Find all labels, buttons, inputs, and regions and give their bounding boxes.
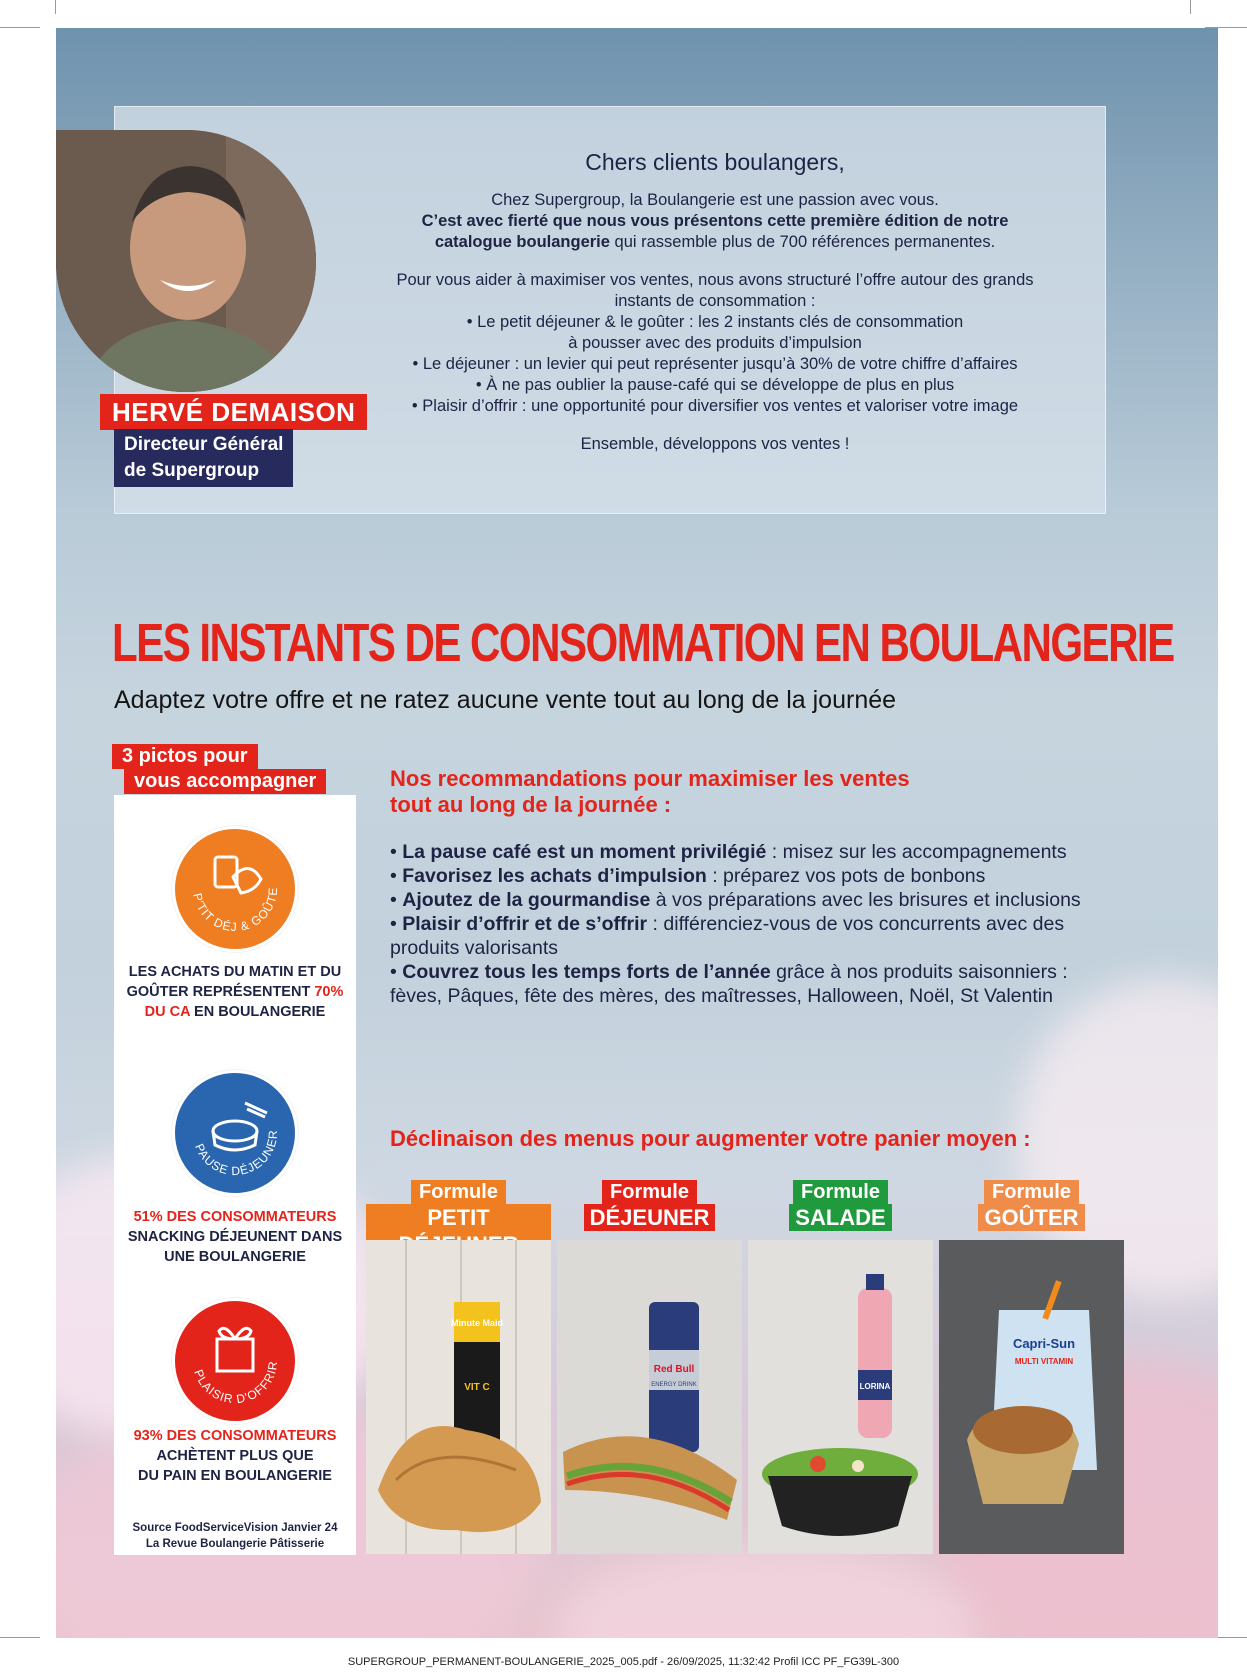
letter-bold-line: C’est avec fierté que nous vous présentons cette première édition de notre [421,212,1009,230]
reco-heading-line: tout au long de la journée : [390,792,672,817]
gouter-product-image [939,1240,1124,1554]
bullet-text: : misez sur les accompagnements [766,841,1067,863]
crop-mark [0,1637,40,1638]
pictos-badge-line2: vous accompagner [124,769,326,794]
letter-salutation: Chers clients boulangers, [585,149,845,175]
bullet-item: • Favorisez les achats d’impulsion : préparez vos pots de bonbons [390,865,986,887]
letter-line: • À ne pas oublier la pause-café qui se développe de plus en plus [475,376,955,394]
formula-name: GOÛTER [978,1204,1084,1231]
stat-highlight: DU CA [144,1004,191,1020]
svg-text:P'TIT DÉJ & GOÛTER [175,829,280,934]
brand-label: Minute Maid [451,1318,503,1328]
crop-mark [1190,0,1191,14]
salade-product-image [748,1240,933,1554]
formula-name: DÉJEUNER [584,1204,716,1231]
brand-label: Capri-Sun [1012,1336,1076,1351]
letter-line: instants de consommation : [614,292,816,310]
pictos-badge-line1: 3 pictos pour [112,744,258,769]
letter-line: Chez Supergroup, la Boulangerie est une passion avec vous. [491,191,939,209]
person-role [114,429,293,487]
letter-line: • Le petit déjeuner & le goûter : les 2 instants clés de consommation [466,313,964,331]
role-line: Directeur Général [124,434,284,455]
letter-line: à pousser avec des produits d’impulsion [568,334,862,352]
role-line: de Supergroup [124,460,260,481]
bullet-bold: Couvrez tous les temps forts de l’année [402,961,771,983]
bullet-text: : préparez vos pots de bonbons [706,865,986,887]
picto-stat [114,1426,356,1486]
pause-dejeuner-picto [172,1070,298,1196]
stat-text: EN BOULANGERIE [190,1004,326,1020]
formula-word: Formule [602,1180,697,1204]
crop-mark [0,27,40,28]
bullet-bold: Plaisir d’offrir et de s’offrir [402,913,648,935]
bullet-item: • Plaisir d’offrir et de s’offrir : différenciez-vous de vos concurrents avec des produits valorisants [390,913,1065,959]
bullet-text: : différenciez-vous de vos concurrents avec des produits valorisants [390,913,1065,959]
stat-text: GOÛTER REPRÉSENTENT [126,984,315,1000]
source-note [114,1520,356,1552]
letter-line [330,232,1100,253]
letter-text [330,148,1100,455]
stat-line: SNACKING DÉJEUNENT DANS [127,1229,343,1245]
portrait-photo [56,130,316,392]
reco-heading [390,766,910,818]
formula-word: Formule [793,1180,888,1204]
crop-mark [55,0,56,14]
bullet-bold: La pause café est un moment privilégié [402,841,767,863]
section-title: LES INSTANTS DE CONSOMMATION EN BOULANGERIE [112,613,1174,673]
formula-name: PETIT [366,1204,551,1258]
brand-label: LORINA [859,1382,891,1391]
letter-closing: Ensemble, développons vos ventes ! [580,435,850,453]
picto-label: PAUSE DÉJEUNER [192,1129,281,1179]
picto-label: PLAISIR D'OFFRIR [191,1359,281,1407]
brand-sub-label: MULTI VITAMIN [1014,1357,1074,1366]
bullet-item: • La pause café est un moment privilégié : misez sur les accompagnements [390,841,1067,863]
letter-line: • Le déjeuner : un levier qui peut représenter jusqu’à 30% de votre chiffre d’affaires [412,355,1018,373]
formula-word: Formule [411,1180,506,1204]
print-footer: SUPERGROUP_PERMANENT-BOULANGERIE_2025_005.pdf - 26/09/2025, 11:32:42 Profil ICC PF_FG39L-300 [347,1656,900,1668]
menus-heading: Déclinaison des menus pour augmenter votre panier moyen : [390,1126,1031,1151]
stat-line [114,982,356,1002]
bullet-bold: Ajoutez de la gourmandise [402,889,651,911]
letter-line: Pour vous aider à maximiser vos ventes, nous avons structuré l’offre autour des grands [396,271,1034,289]
svg-text:PAUSE DÉJEUNER [192,1129,280,1178]
stat-line [114,1002,356,1022]
brand-sub-label: ENERGY DRINK [651,1382,697,1388]
stat-line: DU PAIN EN BOULANGERIE [138,1468,332,1484]
letter-line: • Plaisir d’offrir : une opportunité pour diversifier vos ventes et valoriser votre image [411,397,1019,415]
letter-text-rest: qui rassemble plus de 700 références permanentes. [609,233,996,251]
formula-name: SALADE [789,1204,891,1231]
stat-line: LES ACHATS DU MATIN ET DU [128,964,342,980]
stat-line: UNE BOULANGERIE [164,1249,306,1265]
section-subtitle: Adaptez votre offre et ne ratez aucune vente tout au long de la journée [114,686,897,714]
petit-dejeuner-gouter-picto [172,826,298,952]
picto-label: P'TIT DÉJ & GOÛTE [190,886,281,935]
brand-sub-label: VIT C [464,1382,490,1393]
bullet-text: à vos préparations avec les brisures et inclusions [650,889,1081,911]
formula-gouter-label [939,1180,1124,1231]
bullet-bold: Favorisez les achats d’impulsion [402,865,707,887]
stat-line: 93% DES CONSOMMATEURS [133,1428,337,1444]
formula-dejeuner-label [557,1180,742,1231]
stat-highlight: 70% [314,984,344,1000]
reco-bullets [390,840,1110,1008]
plaisir-offrir-picto [172,1298,298,1424]
source-line: La Revue Boulangerie Pâtisserie [145,1538,325,1550]
stat-line: ACHÈTENT PLUS QUE [156,1448,314,1464]
bullet-item: • Couvrez tous les temps forts de l’année grâce à nos produits saisonniers : fèves, Pâques, fête des mères, des maîtresses, Halloween, Noël, St Valentin [390,961,1068,1007]
brand-label: Red Bull [653,1364,695,1375]
letter-bold-text: catalogue boulangerie [434,233,610,251]
petit-dejeuner-product-image [366,1240,551,1554]
bullet-text: grâce à nos produits saisonniers : fèves, Pâques, fête des mères, des maîtresses, Halloween, Noël, St Valentin [390,961,1068,1007]
person-name: HERVÉ DEMAISON [100,394,367,430]
source-line: Source FoodServiceVision Janvier 24 [132,1522,338,1534]
dejeuner-product-image [557,1240,742,1554]
picto-stat [114,962,356,1022]
formula-word: Formule [984,1180,1079,1204]
picto-stat [114,1207,356,1267]
svg-text:PLAISIR D'OFFRIR [191,1360,280,1406]
reco-heading-line: Nos recommandations pour maximiser les ventes [390,766,910,791]
stat-line: 51% DES CONSOMMATEURS [133,1209,337,1225]
bullet-item: • Ajoutez de la gourmandise à vos préparations avec les brisures et inclusions [390,889,1081,911]
formula-salade-label [748,1180,933,1231]
